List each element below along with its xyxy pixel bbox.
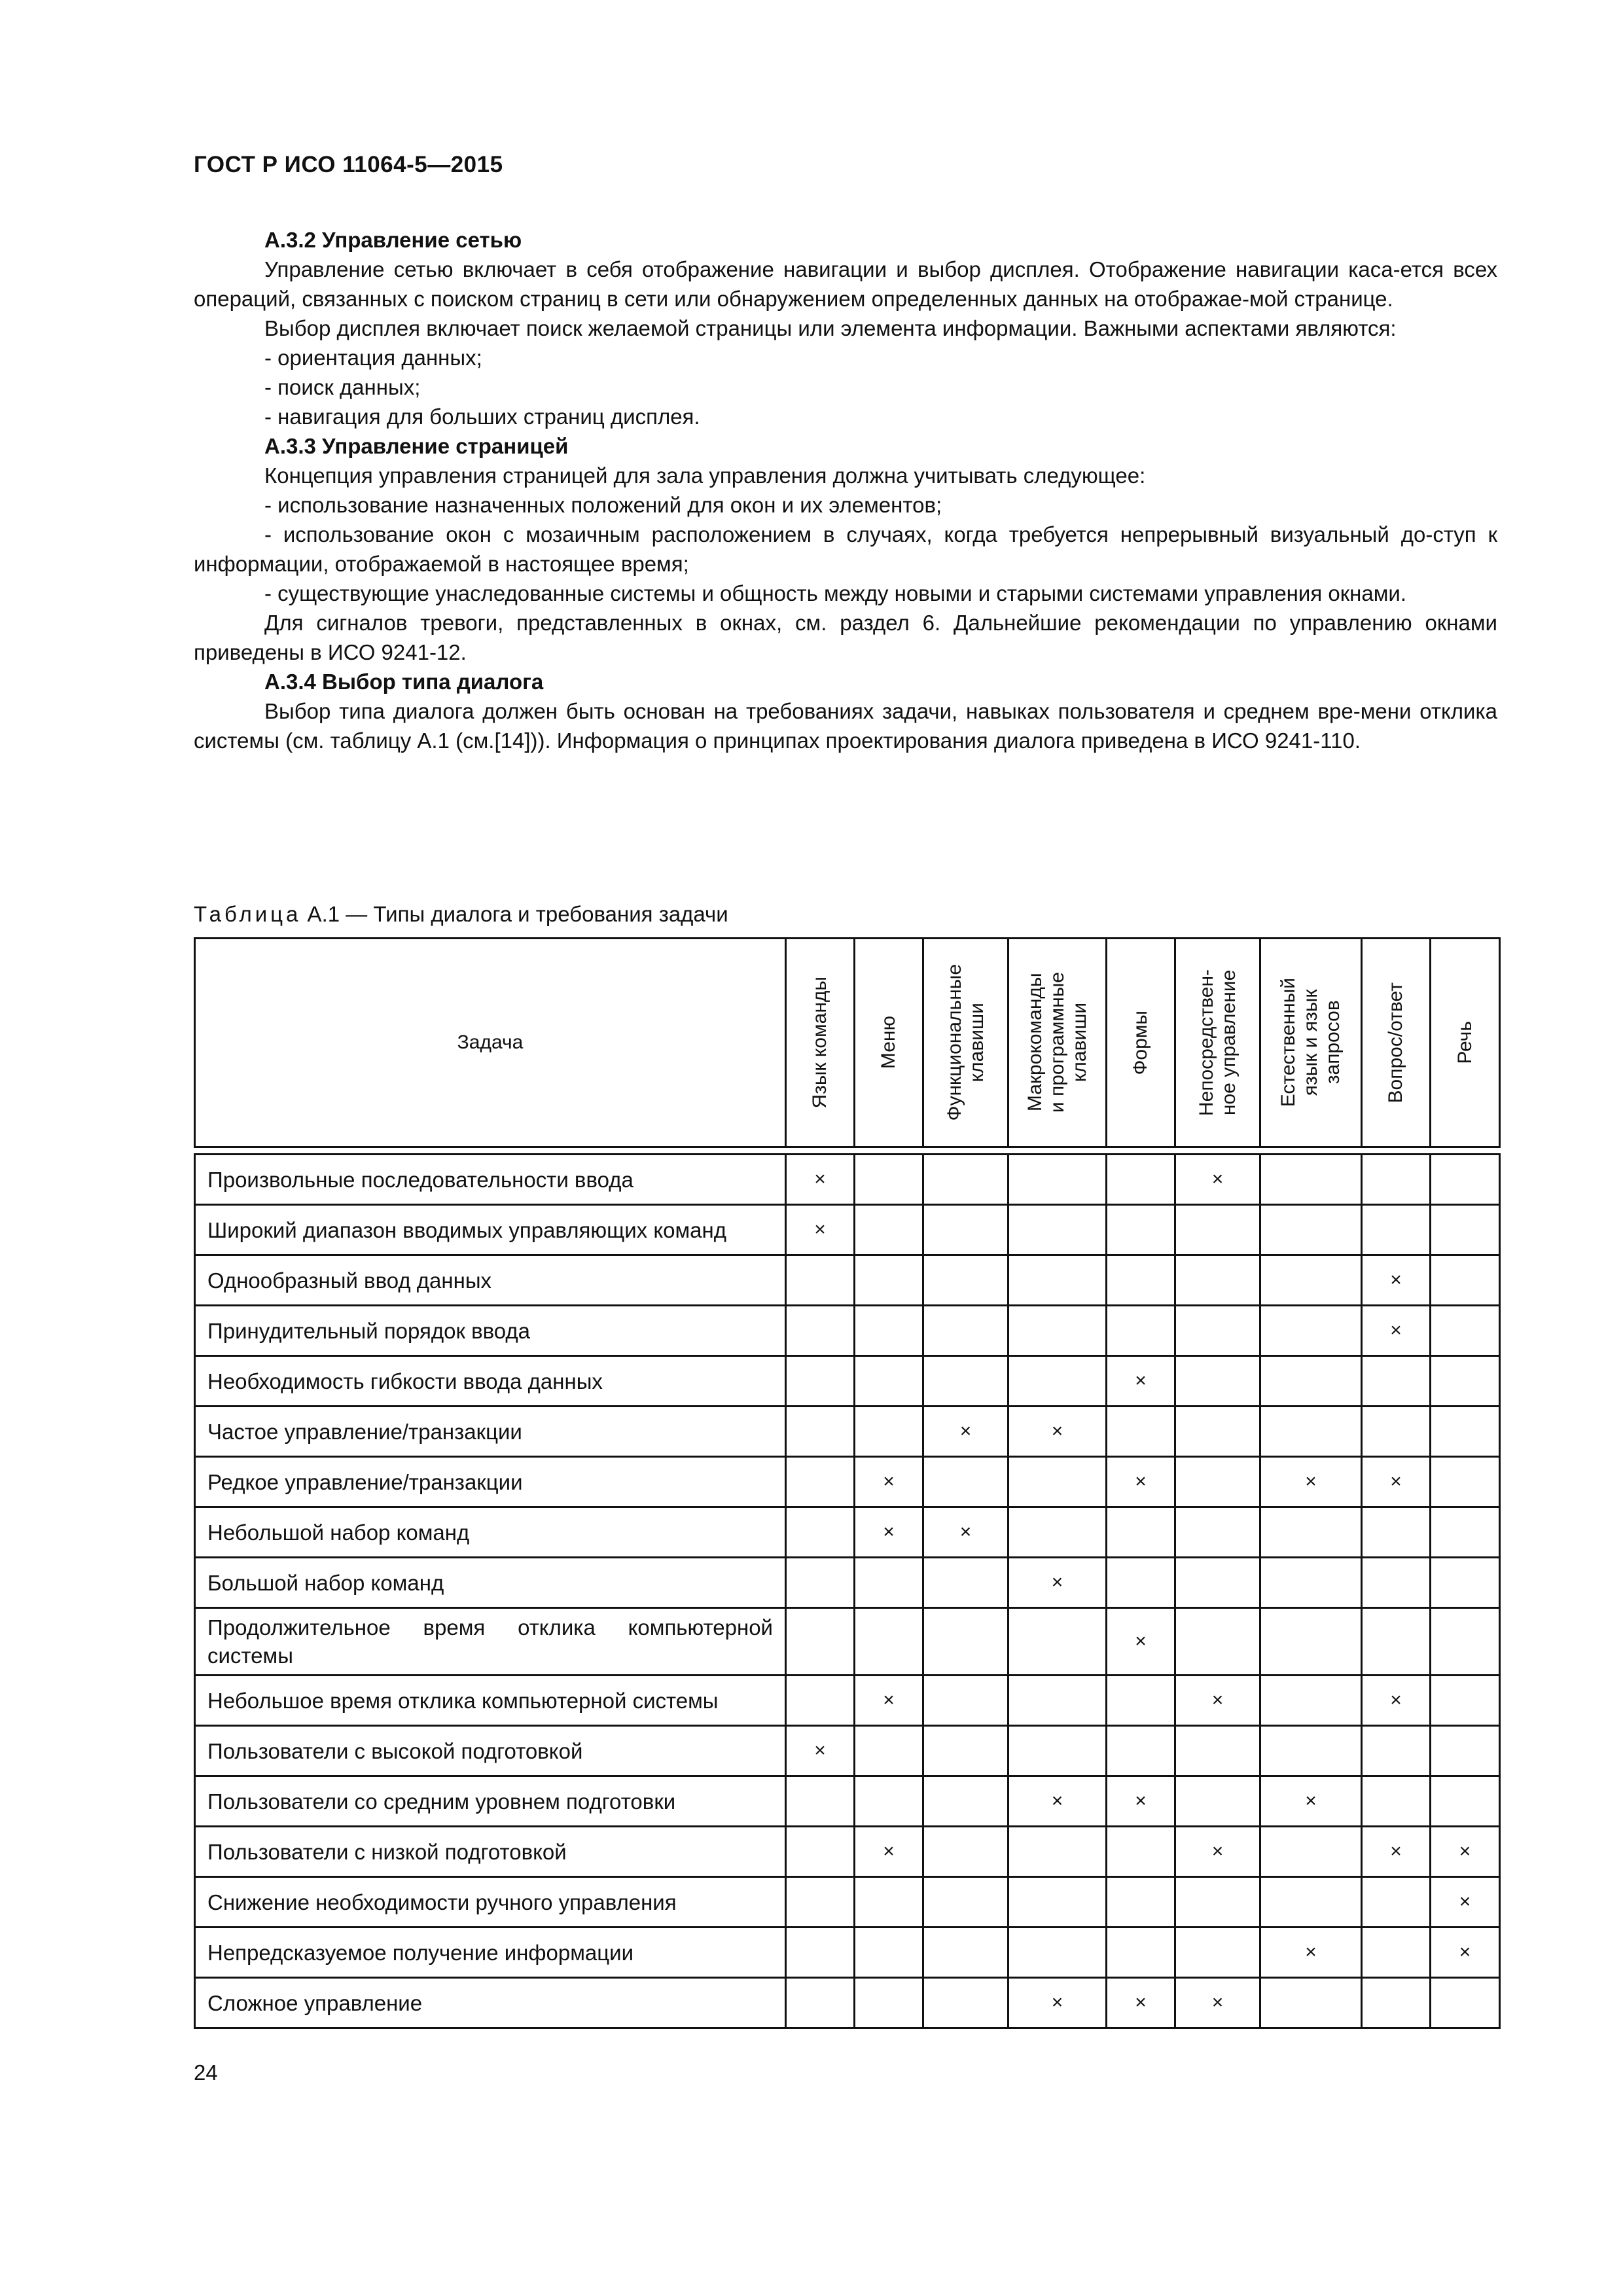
- section-heading: А.3.4 Выбор типа диалога: [264, 670, 544, 694]
- task-cell: Сложное управление: [195, 1978, 786, 2028]
- paragraph: Выбор дисплея включает поиск желаемой страницы или элемента информации. Важными аспектами являются:: [264, 316, 1397, 340]
- mark-cell-empty: [1175, 1928, 1260, 1978]
- mark-cell-checked: ×: [786, 1155, 855, 1205]
- column-header: [1107, 939, 1175, 1147]
- column-header-label: Язык команды: [809, 977, 830, 1109]
- mark-cell-empty: [1008, 1155, 1107, 1205]
- task-cell: Непредсказуемое получение информации: [195, 1928, 786, 1978]
- column-header: [923, 939, 1008, 1147]
- mark-cell-empty: [1107, 1928, 1175, 1978]
- task-cell: Пользователи с высокой подготовкой: [195, 1726, 786, 1776]
- table-row: [195, 1827, 1500, 1877]
- mark-cell-empty: [923, 1608, 1008, 1676]
- task-column-header: Задача: [195, 939, 786, 1147]
- task-cell: Однообразный ввод данных: [195, 1255, 786, 1306]
- table-row: [195, 1407, 1500, 1457]
- mark-cell-empty: [923, 1928, 1008, 1978]
- list-item: - использование назначенных положений для окон и их элементов;: [264, 493, 942, 517]
- mark-cell-checked: ×: [1107, 1978, 1175, 2028]
- mark-cell-empty: [1362, 1356, 1431, 1407]
- task-cell: Продолжительное время отклика компьютерной системы: [195, 1608, 786, 1676]
- mark-cell-empty: [1431, 1356, 1500, 1407]
- paragraph: Для сигналов тревоги, представленных в окнах, см. раздел 6. Дальнейшие рекомендации по управлению окнами приведены в ИСО 9241-12.: [194, 611, 1497, 664]
- task-cell: Редкое управление/транзакции: [195, 1457, 786, 1507]
- mark-cell-empty: [1175, 1255, 1260, 1306]
- table-row: [195, 1155, 1500, 1205]
- mark-cell-empty: [1260, 1877, 1362, 1928]
- mark-cell-empty: [1362, 1407, 1431, 1457]
- table-row: [195, 1776, 1500, 1827]
- mark-cell-empty: [1008, 1928, 1107, 1978]
- document-header: ГОСТ Р ИСО 11064-5—2015: [194, 152, 503, 177]
- mark-cell-empty: [923, 1877, 1008, 1928]
- mark-cell-empty: [1431, 1407, 1500, 1457]
- mark-cell-empty: [1362, 1776, 1431, 1827]
- mark-cell-empty: [1260, 1827, 1362, 1877]
- mark-cell-empty: [1362, 1928, 1431, 1978]
- mark-cell-empty: [1175, 1877, 1260, 1928]
- mark-cell-empty: [1107, 1205, 1175, 1255]
- mark-cell-empty: [1260, 1507, 1362, 1558]
- mark-cell-checked: ×: [1362, 1457, 1431, 1507]
- mark-cell-empty: [1008, 1827, 1107, 1877]
- mark-cell-empty: [1008, 1726, 1107, 1776]
- mark-cell-empty: [1175, 1507, 1260, 1558]
- mark-cell-empty: [786, 1507, 855, 1558]
- mark-cell-empty: [1175, 1356, 1260, 1407]
- mark-cell-empty: [1362, 1726, 1431, 1776]
- paragraph: Концепция управления страницей для зала управления должна учитывать следующее:: [264, 463, 1146, 488]
- paragraph: - использование окон с мозаичным расположением в случаях, когда требуется непрерывный визуальный до-ступ к информации, отображаемой в настоящее время;: [194, 522, 1497, 576]
- mark-cell-checked: ×: [1260, 1457, 1362, 1507]
- mark-cell-empty: [1431, 1558, 1500, 1608]
- mark-cell-checked: ×: [923, 1407, 1008, 1457]
- mark-cell-empty: [1431, 1155, 1500, 1205]
- table-row: [195, 1928, 1500, 1978]
- column-header: [1260, 939, 1362, 1147]
- mark-cell-empty: [855, 1306, 923, 1356]
- mark-cell-empty: [1260, 1978, 1362, 2028]
- column-header-label: Вопрос/ответ: [1385, 982, 1406, 1103]
- task-cell: Небольшое время отклика компьютерной системы: [195, 1676, 786, 1726]
- table-caption: [194, 902, 728, 927]
- mark-cell-empty: [1175, 1407, 1260, 1457]
- mark-cell-empty: [855, 1155, 923, 1205]
- column-header-label: Меню: [878, 1016, 899, 1069]
- mark-cell-empty: [855, 1608, 923, 1676]
- mark-cell-empty: [1175, 1306, 1260, 1356]
- column-header: [855, 939, 923, 1147]
- mark-cell-empty: [1107, 1726, 1175, 1776]
- mark-cell-empty: [786, 1356, 855, 1407]
- mark-cell-checked: ×: [1431, 1827, 1500, 1877]
- mark-cell-empty: [1107, 1558, 1175, 1608]
- mark-cell-empty: [1431, 1306, 1500, 1356]
- mark-cell-checked: ×: [1362, 1255, 1431, 1306]
- mark-cell-empty: [855, 1877, 923, 1928]
- mark-cell-empty: [1260, 1205, 1362, 1255]
- table-body: [195, 1147, 1500, 2028]
- mark-cell-empty: [923, 1726, 1008, 1776]
- mark-cell-empty: [786, 1827, 855, 1877]
- mark-cell-empty: [1431, 1776, 1500, 1827]
- mark-cell-empty: [855, 1978, 923, 2028]
- mark-cell-checked: ×: [1107, 1608, 1175, 1676]
- mark-cell-empty: [855, 1205, 923, 1255]
- column-header-label: Речь: [1454, 1021, 1476, 1064]
- mark-cell-empty: [1260, 1155, 1362, 1205]
- mark-cell-empty: [923, 1306, 1008, 1356]
- table-row: [195, 1978, 1500, 2028]
- mark-cell-empty: [923, 1356, 1008, 1407]
- page-number: 24: [194, 2060, 218, 2085]
- mark-cell-empty: [1008, 1255, 1107, 1306]
- mark-cell-empty: [1008, 1457, 1107, 1507]
- mark-cell-empty: [786, 1306, 855, 1356]
- mark-cell-empty: [786, 1676, 855, 1726]
- mark-cell-empty: [855, 1776, 923, 1827]
- mark-cell-empty: [1431, 1726, 1500, 1776]
- mark-cell-checked: ×: [786, 1205, 855, 1255]
- mark-cell-empty: [1107, 1407, 1175, 1457]
- mark-cell-checked: ×: [855, 1676, 923, 1726]
- mark-cell-empty: [1008, 1507, 1107, 1558]
- task-cell: Пользователи с низкой подготовкой: [195, 1827, 786, 1877]
- mark-cell-empty: [1107, 1306, 1175, 1356]
- mark-cell-empty: [1431, 1255, 1500, 1306]
- table-caption-label: Таблица: [194, 902, 302, 926]
- mark-cell-checked: ×: [1260, 1776, 1362, 1827]
- table-row: [195, 1877, 1500, 1928]
- mark-cell-checked: ×: [1107, 1776, 1175, 1827]
- mark-cell-empty: [1260, 1558, 1362, 1608]
- mark-cell-empty: [1362, 1558, 1431, 1608]
- task-cell: Широкий диапазон вводимых управляющих команд: [195, 1205, 786, 1255]
- paragraph: - существующие унаследованные системы и общность между новыми и старыми системами управления окнами.: [264, 581, 1407, 605]
- mark-cell-empty: [1362, 1608, 1431, 1676]
- mark-cell-empty: [1008, 1608, 1107, 1676]
- mark-cell-empty: [1431, 1507, 1500, 1558]
- mark-cell-empty: [786, 1776, 855, 1827]
- mark-cell-empty: [923, 1676, 1008, 1726]
- column-header-label: Непосредствен- ное управление: [1195, 969, 1240, 1117]
- section-heading: А.3.3 Управление страницей: [264, 434, 569, 458]
- paragraph: Управление сетью включает в себя отображение навигации и выбор дисплея. Отображение навигации каса-ется всех операций, связанных с поиском страниц в сети или обнаружением определенных данных на отображае-мой странице.: [194, 257, 1497, 311]
- table-header-row: [195, 939, 1500, 1147]
- mark-cell-empty: [1008, 1356, 1107, 1407]
- table-row: [195, 1205, 1500, 1255]
- header-spacer-row: [195, 1147, 1500, 1155]
- mark-cell-empty: [1260, 1255, 1362, 1306]
- mark-cell-empty: [855, 1255, 923, 1306]
- mark-cell-empty: [923, 1776, 1008, 1827]
- task-cell: Снижение необходимости ручного управления: [195, 1877, 786, 1928]
- mark-cell-checked: ×: [923, 1507, 1008, 1558]
- column-header-label: Макрокоманды и программные клавиши: [1024, 972, 1090, 1113]
- mark-cell-checked: ×: [786, 1726, 855, 1776]
- mark-cell-empty: [786, 1407, 855, 1457]
- mark-cell-empty: [786, 1928, 855, 1978]
- mark-cell-checked: ×: [855, 1827, 923, 1877]
- column-header: [1431, 939, 1500, 1147]
- mark-cell-empty: [1107, 1827, 1175, 1877]
- table-row: [195, 1558, 1500, 1608]
- column-header: [1008, 939, 1107, 1147]
- table-row: [195, 1255, 1500, 1306]
- mark-cell-empty: [786, 1255, 855, 1306]
- mark-cell-empty: [923, 1155, 1008, 1205]
- mark-cell-empty: [855, 1726, 923, 1776]
- mark-cell-empty: [855, 1928, 923, 1978]
- mark-cell-empty: [1362, 1205, 1431, 1255]
- mark-cell-empty: [1431, 1608, 1500, 1676]
- mark-cell-empty: [1008, 1877, 1107, 1928]
- mark-cell-empty: [786, 1608, 855, 1676]
- mark-cell-empty: [1260, 1676, 1362, 1726]
- mark-cell-empty: [1431, 1205, 1500, 1255]
- mark-cell-empty: [1260, 1608, 1362, 1676]
- mark-cell-checked: ×: [1175, 1155, 1260, 1205]
- mark-cell-empty: [1362, 1877, 1431, 1928]
- table-row: [195, 1457, 1500, 1507]
- mark-cell-empty: [1175, 1558, 1260, 1608]
- mark-cell-checked: ×: [1008, 1776, 1107, 1827]
- mark-cell-empty: [1008, 1676, 1107, 1726]
- dialog-types-table: [194, 937, 1501, 2029]
- mark-cell-checked: ×: [1008, 1558, 1107, 1608]
- table-row: [195, 1608, 1500, 1676]
- mark-cell-empty: [923, 1457, 1008, 1507]
- table-row: [195, 1726, 1500, 1776]
- mark-cell-checked: ×: [1431, 1877, 1500, 1928]
- mark-cell-empty: [1107, 1676, 1175, 1726]
- task-cell: Небольшой набор команд: [195, 1507, 786, 1558]
- column-header-label: Функциональные клавиши: [943, 964, 988, 1121]
- mark-cell-empty: [1175, 1205, 1260, 1255]
- list-item: - ориентация данных;: [264, 346, 482, 370]
- mark-cell-checked: ×: [1008, 1407, 1107, 1457]
- mark-cell-empty: [923, 1255, 1008, 1306]
- paragraph: Выбор типа диалога должен быть основан на требованиях задачи, навыках пользователя и среднем вре-мени отклика системы (см. таблицу А.1 (см.[14])). Информация о принципах проектирования диалога приведена в ИСО 9241-110.: [194, 699, 1497, 753]
- mark-cell-empty: [923, 1558, 1008, 1608]
- mark-cell-empty: [1362, 1155, 1431, 1205]
- mark-cell-checked: ×: [1260, 1928, 1362, 1978]
- list-item: - поиск данных;: [264, 375, 421, 399]
- mark-cell-checked: ×: [1362, 1676, 1431, 1726]
- column-header: [786, 939, 855, 1147]
- task-cell: Необходимость гибкости ввода данных: [195, 1356, 786, 1407]
- mark-cell-empty: [1107, 1255, 1175, 1306]
- column-header: [1362, 939, 1431, 1147]
- mark-cell-checked: ×: [1362, 1827, 1431, 1877]
- task-cell: Пользователи со средним уровнем подготовки: [195, 1776, 786, 1827]
- mark-cell-empty: [1008, 1306, 1107, 1356]
- mark-cell-empty: [1431, 1978, 1500, 2028]
- mark-cell-empty: [1431, 1676, 1500, 1726]
- mark-cell-empty: [855, 1558, 923, 1608]
- mark-cell-empty: [923, 1205, 1008, 1255]
- mark-cell-checked: ×: [855, 1457, 923, 1507]
- mark-cell-empty: [786, 1457, 855, 1507]
- list-item: - навигация для больших страниц дисплея.: [264, 404, 700, 429]
- mark-cell-checked: ×: [1107, 1457, 1175, 1507]
- mark-cell-empty: [1175, 1457, 1260, 1507]
- mark-cell-empty: [1008, 1205, 1107, 1255]
- column-header: [1175, 939, 1260, 1147]
- mark-cell-empty: [1175, 1776, 1260, 1827]
- mark-cell-empty: [923, 1827, 1008, 1877]
- mark-cell-checked: ×: [1107, 1356, 1175, 1407]
- mark-cell-empty: [1362, 1978, 1431, 2028]
- mark-cell-empty: [1175, 1726, 1260, 1776]
- mark-cell-empty: [786, 1558, 855, 1608]
- table-caption-title: А.1 — Типы диалога и требования задачи: [301, 902, 728, 926]
- column-header-label: Естественный язык и язык запросов: [1277, 978, 1344, 1107]
- mark-cell-empty: [1260, 1306, 1362, 1356]
- mark-cell-checked: ×: [1362, 1306, 1431, 1356]
- mark-cell-empty: [1260, 1356, 1362, 1407]
- task-cell: Принудительный порядок ввода: [195, 1306, 786, 1356]
- mark-cell-empty: [786, 1877, 855, 1928]
- section-heading: А.3.2 Управление сетью: [264, 228, 522, 252]
- mark-cell-empty: [1431, 1457, 1500, 1507]
- mark-cell-empty: [1175, 1608, 1260, 1676]
- mark-cell-checked: ×: [1175, 1676, 1260, 1726]
- mark-cell-empty: [1107, 1507, 1175, 1558]
- mark-cell-empty: [855, 1356, 923, 1407]
- task-cell: Частое управление/транзакции: [195, 1407, 786, 1457]
- mark-cell-checked: ×: [1175, 1827, 1260, 1877]
- mark-cell-empty: [1260, 1407, 1362, 1457]
- mark-cell-empty: [1107, 1155, 1175, 1205]
- mark-cell-checked: ×: [1175, 1978, 1260, 2028]
- mark-cell-checked: ×: [1431, 1928, 1500, 1978]
- task-cell: Большой набор команд: [195, 1558, 786, 1608]
- mark-cell-empty: [855, 1407, 923, 1457]
- table-row: [195, 1676, 1500, 1726]
- table-row: [195, 1356, 1500, 1407]
- table-row: [195, 1507, 1500, 1558]
- mark-cell-checked: ×: [855, 1507, 923, 1558]
- mark-cell-empty: [786, 1978, 855, 2028]
- mark-cell-empty: [1362, 1507, 1431, 1558]
- task-cell: Произвольные последовательности ввода: [195, 1155, 786, 1205]
- column-header-label: Формы: [1130, 1010, 1151, 1075]
- mark-cell-empty: [1260, 1726, 1362, 1776]
- mark-cell-empty: [923, 1978, 1008, 2028]
- mark-cell-checked: ×: [1008, 1978, 1107, 2028]
- table-row: [195, 1306, 1500, 1356]
- mark-cell-empty: [1107, 1877, 1175, 1928]
- body-text: [194, 225, 1497, 755]
